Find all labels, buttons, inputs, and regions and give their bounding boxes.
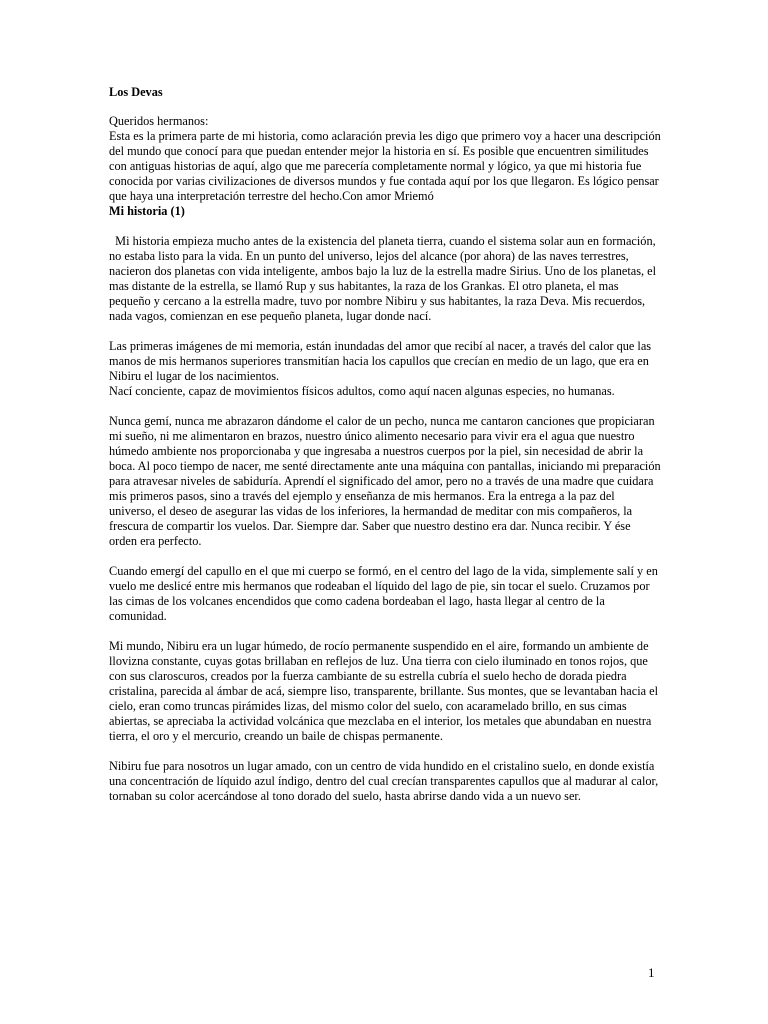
paragraph-text: Las primeras imágenes de mi memoria, están inundadas del amor que recibí al nacer, a través del calor que las manos de mis hermanos superiores transmitían hacia los capullos que crecían en medio de un lago, que era en Nibiru el lugar de los nacimientos.	[109, 339, 652, 383]
paragraph-text: Nunca gemí, nunca me abrazaron dándome el calor de un pecho, nunca me cantaron canciones que propiciaran mi sueño, ni me alimentaron en brazos, nuestro único alimento necesario para vivir era el agua que nuestro húmedo ambiente nos proporcionaba y que ingresaba a nuestros cuerpos por la piel, sin necesidad de abrir la boca. Al poco tiempo de nacer, me senté directamente ante una máquina con pantallas, iniciando mi preparación para atravesar niveles de sabiduría. Aprendí el significado del amor, pero no a través de una madre que cuidara mis primeros pasos, sino a través del ejemplo y enseñanza de mis hermanos. Era la entrega a la paz del universo, el deseo de asegurar las vidas de los inferiores, la hermandad de meditar con mis compañeros, la frescura de compartir los vuelos. Dar. Siempre dar. Saber que nuestro destino era dar. Nunca recibir. Y ése orden era perfecto.	[109, 414, 661, 548]
paragraph-text: Mi historia empieza mucho antes de la existencia del planeta tierra, cuando el sistema solar aun en formación, no estaba listo para la vida. En un punto del universo, lejos del alcance (por ahora) de las naves terrestres, nacieron dos planetas con vida inteligente, ambos bajo la luz de la estrella madre Sirius. Uno de los planetas, el mas distante de la estrella, se llamó Rup y sus habitantes, la raza de los Grankas. El otro planeta, el mas pequeño y cercano a la estrella madre, tuvo por nombre Nibiru y sus habitantes, la raza Deva. Mis recuerdos, nada vagos, comienzan en ese pequeño planeta, lugar donde nací.	[109, 234, 660, 323]
section-heading: Mi historia (1)	[109, 204, 185, 218]
paragraph-text: Mi mundo, Nibiru era un lugar húmedo, de rocío permanente suspendido en el aire, formando un ambiente de llovizna constante, cuyas gotas brillaban en reflejos de luz. Una tierra con cielo iluminado en tonos rojos, que con sus claroscuros, creados por la fuerza cambiante de su estrella cubría el suelo hecho de dorada piedra cristalina, parecida al ámbar de acá, siempre liso, transparente, brillante. Sus montes, que se levantaban hacia el cielo, eran como truncas pirámides lizas, del mismo color del suelo, con acaramelado brillo, en sus cimas abiertas, se apreciaba la actividad volcánica que mezclaba en el interior, los metales que abundaban en nuestra tierra, el oro y el mercurio, creando un baile de chispas permanente.	[109, 639, 659, 743]
document-body	[109, 85, 661, 819]
paragraph	[109, 234, 661, 324]
paragraph	[109, 639, 661, 744]
intro-paragraph: Esta es la primera parte de mi historia, como aclaración previa les digo que primero voy a hacer una descripción del mundo que conocí para que puedan entender mejor la historia en sí. Es posible que encuentren similitudes con antiguas historias de aquí, algo que me parecería completamente normal y lógico, ya que mi historia fue conocida por varias civilizaciones de diversos mundos y fue contada aquí por los que llegaron. Es lógico pensar que haya una interpretación terrestre del hecho.Con amor Mriemó	[109, 129, 661, 203]
paragraph-text: Cuando emergí del capullo en el que mi cuerpo se formó, en el centro del lago de la vida, simplemente salí y en vuelo me deslicé entre mis hermanos que rodeaban el líquido del lago de pie, sin tocar el suelo. Cruzamos por las cimas de los volcanes encendidos que como cadena bordeaban el lago, hasta llegar al centro de la comunidad.	[109, 564, 658, 623]
paragraph	[109, 759, 661, 804]
document-title: Los Devas	[109, 85, 163, 99]
greeting: Queridos hermanos:	[109, 114, 209, 128]
paragraph	[109, 564, 661, 624]
paragraph	[109, 414, 661, 549]
paragraph	[109, 339, 661, 399]
paragraph-text: Nibiru fue para nosotros un lugar amado, con un centro de vida hundido en el cristalino suelo, en donde existía una concentración de líquido azul índigo, dentro del cual crecían transparentes capullos que al madurar al calor, tornaban su color acercándose al tono dorado del suelo, hasta abrirse dando vida a un nuevo ser.	[109, 759, 659, 803]
paragraph-text: Nací conciente, capaz de movimientos físicos adultos, como aquí nacen algunas especies, no humanas.	[109, 384, 615, 398]
page-number: 1	[648, 965, 655, 980]
